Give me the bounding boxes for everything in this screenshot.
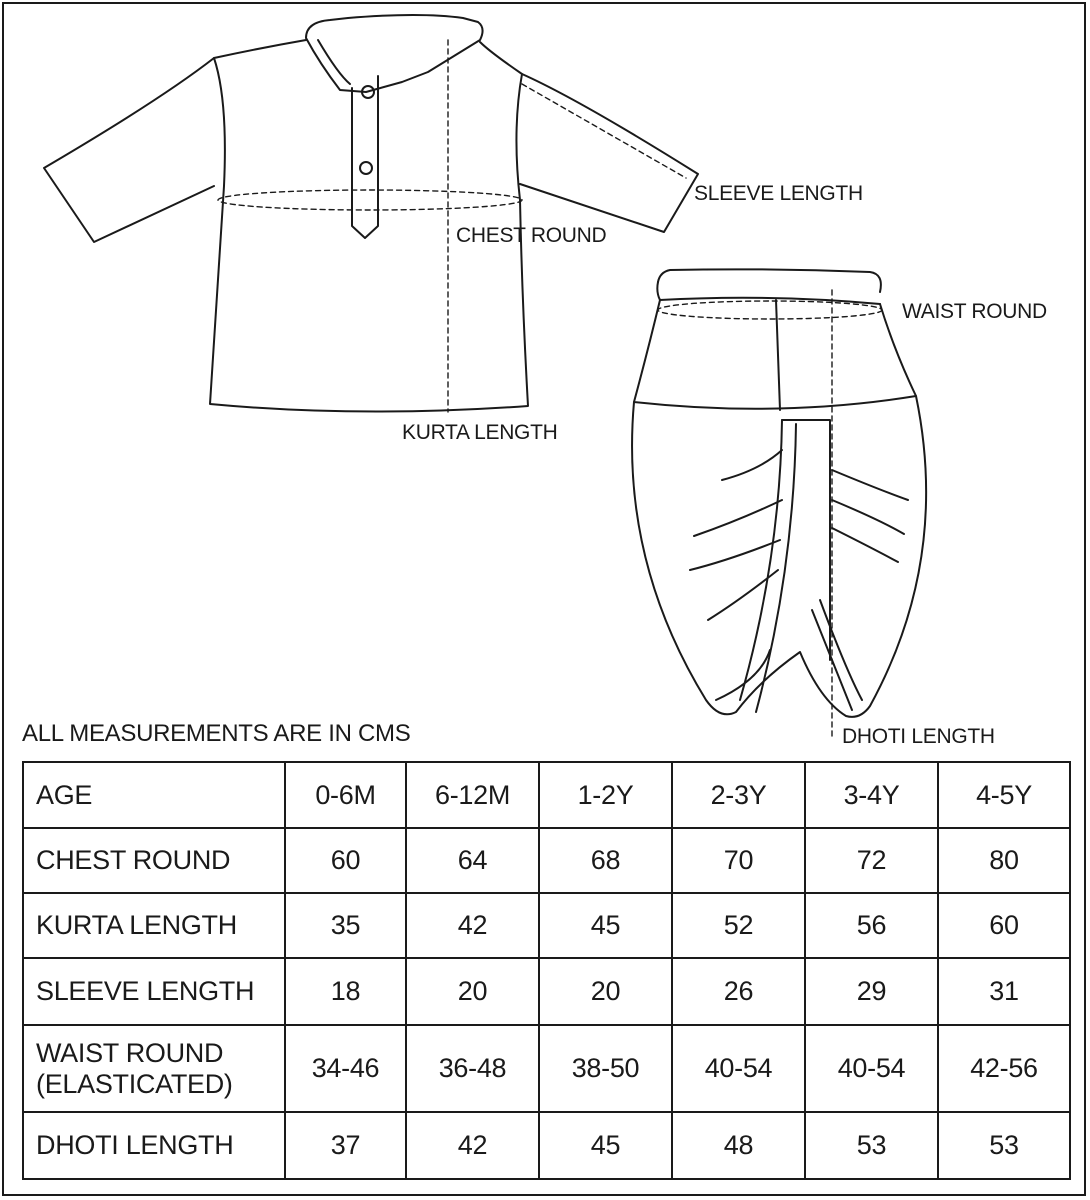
- chest-round-guide: [218, 190, 522, 210]
- sleeve-length-guide: [522, 84, 686, 178]
- table-cell: 60: [285, 828, 406, 893]
- table-cell: 64: [406, 828, 539, 893]
- row-label: SLEEVE LENGTH: [23, 958, 285, 1025]
- table-cell: 68: [539, 828, 672, 893]
- table-row: [23, 958, 1070, 1025]
- table-cell: 45: [539, 1112, 672, 1179]
- table-cell: 53: [938, 1112, 1070, 1179]
- table-cell: 38-50: [539, 1025, 672, 1112]
- table-cell: 70: [672, 828, 805, 893]
- age-column-header: 1-2Y: [539, 762, 672, 828]
- kurta-left-sleeve: [44, 58, 214, 242]
- table-cell: 42: [406, 893, 539, 958]
- age-column-header: 2-3Y: [672, 762, 805, 828]
- row-label: DHOTI LENGTH: [23, 1112, 285, 1179]
- table-row: [23, 828, 1070, 893]
- table-cell: 35: [285, 893, 406, 958]
- waist-round-label: WAIST ROUND: [902, 300, 1047, 323]
- table-cell: 31: [938, 958, 1070, 1025]
- table-cell: 56: [805, 893, 938, 958]
- table-cell: 42: [406, 1112, 539, 1179]
- table-cell: 34-46: [285, 1025, 406, 1112]
- table-cell: 48: [672, 1112, 805, 1179]
- table-cell: 45: [539, 893, 672, 958]
- table-cell: 53: [805, 1112, 938, 1179]
- age-column-header: 0-6M: [285, 762, 406, 828]
- age-header: AGE: [23, 762, 285, 828]
- table-cell: 36-48: [406, 1025, 539, 1112]
- table-row: [23, 893, 1070, 958]
- table-row: [23, 1112, 1070, 1179]
- kurta-collar: [306, 15, 483, 92]
- kurta-drawing: [44, 15, 698, 412]
- dhoti-drawing: [632, 269, 926, 736]
- row-label-line: WAIST ROUND: [36, 1037, 224, 1068]
- table-header-row: [23, 762, 1070, 828]
- age-column-header: 6-12M: [406, 762, 539, 828]
- age-column-header: 3-4Y: [805, 762, 938, 828]
- table-cell: 72: [805, 828, 938, 893]
- table-cell: 18: [285, 958, 406, 1025]
- row-label: [23, 1025, 285, 1112]
- table-cell: 40-54: [805, 1025, 938, 1112]
- kurta-button: [360, 162, 372, 174]
- row-label-line: (ELASTICATED): [36, 1068, 233, 1099]
- table-cell: 60: [938, 893, 1070, 958]
- table-cell: 37: [285, 1112, 406, 1179]
- row-label: CHEST ROUND: [23, 828, 285, 893]
- size-chart-table: [22, 761, 1071, 1180]
- kurta-placket: [352, 76, 378, 238]
- row-label: KURTA LENGTH: [23, 893, 285, 958]
- table-cell: 20: [406, 958, 539, 1025]
- table-cell: 29: [805, 958, 938, 1025]
- table-cell: 40-54: [672, 1025, 805, 1112]
- age-column-header: 4-5Y: [938, 762, 1070, 828]
- table-cell: 20: [539, 958, 672, 1025]
- dhoti-yoke: [634, 300, 916, 409]
- dhoti-waistband: [658, 269, 881, 292]
- chest-round-label: CHEST ROUND: [456, 224, 607, 247]
- table-row: [23, 1025, 1070, 1112]
- table-cell: 52: [672, 893, 805, 958]
- waist-round-guide: [658, 301, 882, 319]
- kurta-length-label: KURTA LENGTH: [402, 421, 558, 444]
- dhoti-length-label: DHOTI LENGTH: [842, 725, 995, 748]
- table-cell: 42-56: [938, 1025, 1070, 1112]
- table-cell: 80: [938, 828, 1070, 893]
- table-cell: 26: [672, 958, 805, 1025]
- measurement-unit-note: ALL MEASUREMENTS ARE IN CMS: [22, 720, 411, 747]
- dhoti-legs: [632, 396, 926, 717]
- sleeve-length-label: SLEEVE LENGTH: [694, 182, 863, 205]
